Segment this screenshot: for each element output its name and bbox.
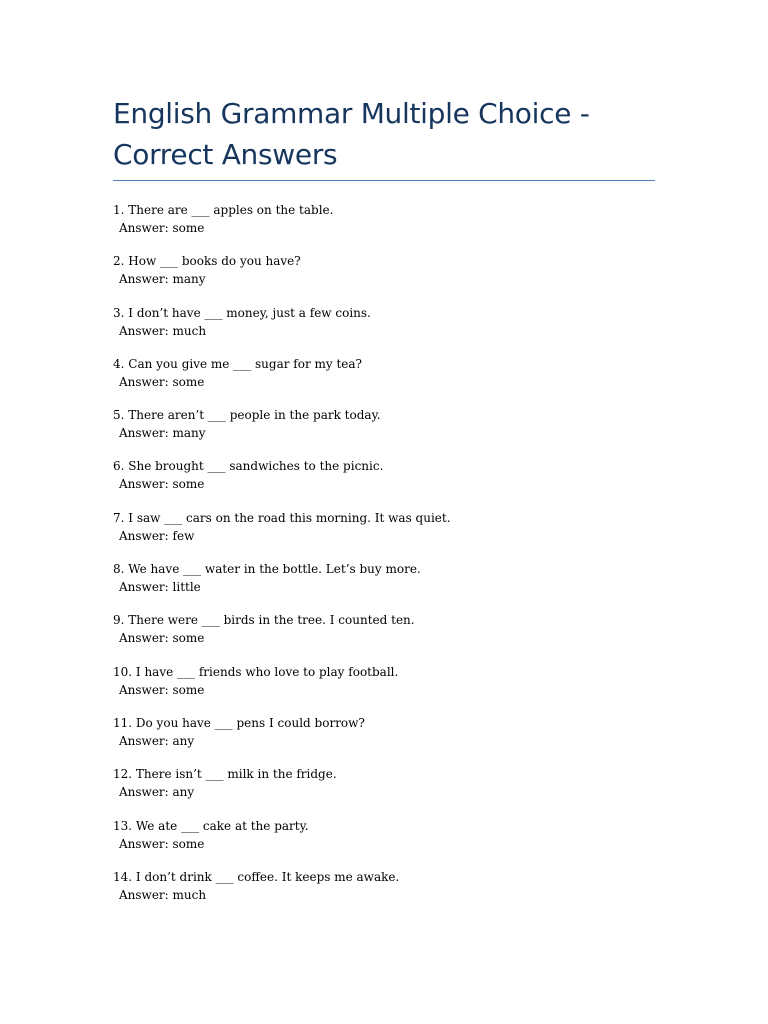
question-item [113,560,673,611]
question-item [113,817,673,868]
question-text: 6. She brought ___ sandwiches to the picnic. [113,459,384,474]
question-answer: Answer: many [119,426,206,441]
question-item [113,868,673,919]
question-item [113,355,673,406]
question-text: 4. Can you give me ___ sugar for my tea? [113,356,362,371]
question-text: 2. How ___ books do you have? [113,254,301,269]
question-item [113,509,673,560]
question-answer: Answer: any [119,785,195,800]
question-answer: Answer: little [119,580,201,595]
question-answer: Answer: some [119,221,205,235]
question-item [113,406,673,457]
question-text: 3. I don’t have ___ money, just a few coins. [113,305,371,320]
question-answer: Answer: many [119,272,206,287]
question-text: 13. We ate ___ cake at the party. [113,818,309,833]
title-line-2: Correct Answers [113,138,338,171]
question-answer: Answer: much [119,887,207,902]
question-item [113,304,673,355]
question-text: 12. There isn’t ___ milk in the fridge. [113,767,337,782]
question-answer: Answer: some [119,374,205,389]
question-text: 14. I don’t drink ___ coffee. It keeps me awake. [113,869,400,884]
question-answer: Answer: few [119,528,195,543]
title-line-1: English Grammar Multiple Choice - [113,97,590,130]
question-text: 9. There were ___ birds in the tree. I counted ten. [113,613,415,628]
question-text: 1. There are ___ apples on the table. [113,203,334,217]
question-text: 10. I have ___ friends who love to play football. [113,664,399,679]
question-item [113,765,673,816]
question-answer: Answer: much [119,323,207,338]
question-item [113,457,673,508]
question-item [113,201,673,252]
title-underline-rule [113,180,655,181]
question-text: 11. Do you have ___ pens I could borrow? [113,715,365,730]
question-answer: Answer: some [119,631,205,646]
question-text: 5. There aren’t ___ people in the park today. [113,408,381,423]
question-text: 8. We have ___ water in the bottle. Let’s buy more. [113,562,421,577]
question-item [113,714,673,765]
question-item [113,611,673,662]
question-answer: Answer: any [119,733,195,748]
question-answer: Answer: some [119,682,205,697]
question-item [113,252,673,303]
question-list [113,201,673,919]
question-item [113,663,673,714]
document-title [113,93,673,175]
question-answer: Answer: some [119,836,205,851]
question-answer: Answer: some [119,477,205,492]
question-text: 7. I saw ___ cars on the road this morning. It was quiet. [113,510,451,525]
